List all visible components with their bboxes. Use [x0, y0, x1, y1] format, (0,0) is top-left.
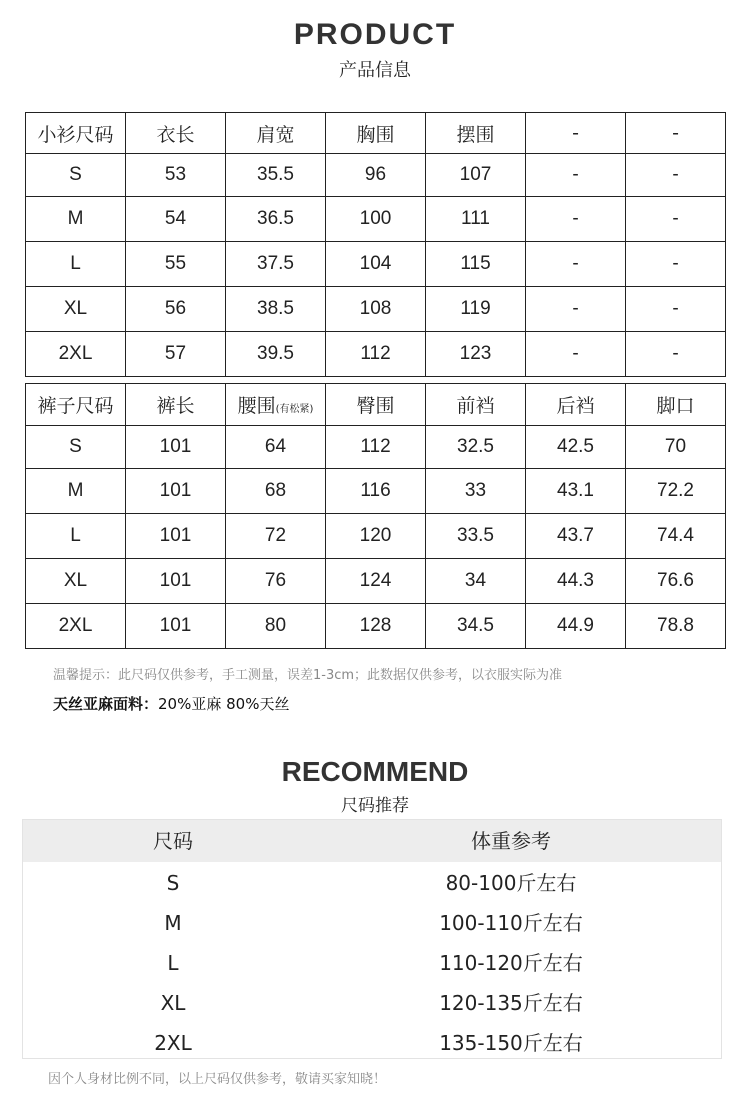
table-cell: - [626, 242, 726, 287]
table-cell: 2XL [26, 332, 126, 377]
table-cell: 78.8 [626, 604, 726, 649]
table-cell: S [166, 871, 180, 895]
header-cell: 小衫尺码 [26, 113, 126, 154]
table-cell: - [526, 332, 626, 377]
product-title: PRODUCT [293, 18, 457, 51]
measurement-tip: 温馨提示：此尺码仅供参考，手工测量，误差1-3cm；此数据仅供参考，以衣服实际为准 [53, 668, 563, 683]
table-cell: 32.5 [426, 426, 526, 469]
table-cell: 53 [126, 154, 226, 197]
footer-note: 因个人身材比例不同，以上尺码仅供参考，敬请买家知晓！ [48, 1072, 387, 1087]
table-row [26, 242, 726, 287]
table-cell: XL [160, 991, 186, 1015]
header-cell: 臀围 [326, 384, 426, 426]
fabric-value: 20%亚麻 80%天丝 [158, 695, 290, 713]
table-cell: 107 [426, 154, 526, 197]
table-cell: XL [26, 287, 126, 332]
header-cell [226, 384, 326, 426]
table-row [26, 332, 726, 377]
table-cell: 120 [326, 514, 426, 559]
table-row [23, 983, 721, 1023]
header-cell: 前裆 [426, 384, 526, 426]
table-cell: 44.9 [526, 604, 626, 649]
header-cell: 摆围 [426, 113, 526, 154]
table-row [26, 154, 726, 197]
table-row [23, 1023, 721, 1063]
table-cell: 115 [426, 242, 526, 287]
table-cell: 135-150斤左右 [439, 1031, 583, 1055]
table-row [26, 426, 726, 469]
table-cell: 2XL [26, 604, 126, 649]
table-cell: 34.5 [426, 604, 526, 649]
table-cell: 119 [426, 287, 526, 332]
table-cell: 72.2 [626, 469, 726, 514]
table-cell: 96 [326, 154, 426, 197]
table-cell: - [526, 287, 626, 332]
table-cell: M [164, 911, 182, 935]
table-cell: 101 [126, 559, 226, 604]
table-cell: 54 [126, 197, 226, 242]
table-cell: S [26, 154, 126, 197]
table-cell: 36.5 [226, 197, 326, 242]
table-cell: L [26, 242, 126, 287]
waist-note: (有松紧) [275, 404, 314, 415]
table-header-row [26, 113, 726, 154]
table-cell: M [26, 197, 126, 242]
recommend-title: RECOMMEND [281, 756, 469, 787]
table-cell: 70 [626, 426, 726, 469]
table-cell: 104 [326, 242, 426, 287]
table-cell: S [26, 426, 126, 469]
table-cell: - [626, 154, 726, 197]
table-cell: 74.4 [626, 514, 726, 559]
table-cell: 44.3 [526, 559, 626, 604]
table-header-row [26, 384, 726, 426]
table-cell: 80-100斤左右 [445, 871, 577, 895]
header-cell: 胸围 [326, 113, 426, 154]
table-cell: 100-110斤左右 [439, 911, 583, 935]
pants-size-table [25, 383, 726, 649]
header-cell: 尺码 [153, 829, 193, 853]
table-row [23, 903, 721, 943]
table-cell: 43.7 [526, 514, 626, 559]
table-row [26, 197, 726, 242]
header-cell: - [626, 113, 726, 154]
header-cell: 裤子尺码 [26, 384, 126, 426]
table-cell: 101 [126, 469, 226, 514]
table-cell: 112 [326, 332, 426, 377]
header-cell: 裤长 [126, 384, 226, 426]
table-cell: 2XL [154, 1031, 192, 1055]
shirt-size-table [25, 112, 726, 377]
header-cell: - [526, 113, 626, 154]
table-cell: 38.5 [226, 287, 326, 332]
header-cell: 体重参考 [471, 829, 551, 853]
table-cell: - [526, 197, 626, 242]
recommend-header-row [23, 820, 721, 862]
header-cell: 肩宽 [226, 113, 326, 154]
header-cell: 脚口 [626, 384, 726, 426]
fabric-info [53, 693, 289, 714]
table-row [23, 943, 721, 983]
table-row [26, 469, 726, 514]
header-cell: 衣长 [126, 113, 226, 154]
table-cell: 33 [426, 469, 526, 514]
table-cell: - [526, 154, 626, 197]
table-cell: 128 [326, 604, 426, 649]
table-cell: 68 [226, 469, 326, 514]
table-cell: 57 [126, 332, 226, 377]
table-cell: 110-120斤左右 [439, 951, 583, 975]
table-row [26, 559, 726, 604]
table-cell: M [26, 469, 126, 514]
recommend-subtitle: 尺码推荐 [341, 796, 409, 816]
table-row [26, 514, 726, 559]
fabric-label: 天丝亚麻面料： [53, 695, 159, 713]
table-cell: 108 [326, 287, 426, 332]
table-cell: L [26, 514, 126, 559]
table-cell: 116 [326, 469, 426, 514]
product-subtitle: 产品信息 [339, 60, 411, 81]
table-cell: 56 [126, 287, 226, 332]
table-cell: - [526, 242, 626, 287]
table-row [26, 604, 726, 649]
table-cell: 43.1 [526, 469, 626, 514]
table-cell: 37.5 [226, 242, 326, 287]
size-recommendation-table [22, 819, 722, 1059]
table-cell: 39.5 [226, 332, 326, 377]
table-cell: 72 [226, 514, 326, 559]
table-cell: - [626, 197, 726, 242]
table-cell: 111 [426, 197, 526, 242]
table-cell: 124 [326, 559, 426, 604]
table-row [23, 863, 721, 903]
table-cell: 123 [426, 332, 526, 377]
table-cell: XL [26, 559, 126, 604]
table-cell: L [167, 951, 179, 975]
table-cell: 101 [126, 604, 226, 649]
waist-label: 腰围 [237, 395, 276, 417]
table-cell: 112 [326, 426, 426, 469]
table-cell: 76 [226, 559, 326, 604]
table-cell: 64 [226, 426, 326, 469]
table-cell: 101 [126, 514, 226, 559]
table-cell: 35.5 [226, 154, 326, 197]
header-cell: 后裆 [526, 384, 626, 426]
table-cell: 76.6 [626, 559, 726, 604]
table-cell: 101 [126, 426, 226, 469]
table-cell: - [626, 332, 726, 377]
table-cell: 80 [226, 604, 326, 649]
table-cell: 120-135斤左右 [439, 991, 583, 1015]
table-cell: 33.5 [426, 514, 526, 559]
table-cell: - [626, 287, 726, 332]
table-row [26, 287, 726, 332]
table-cell: 42.5 [526, 426, 626, 469]
table-cell: 34 [426, 559, 526, 604]
table-cell: 55 [126, 242, 226, 287]
table-cell: 100 [326, 197, 426, 242]
